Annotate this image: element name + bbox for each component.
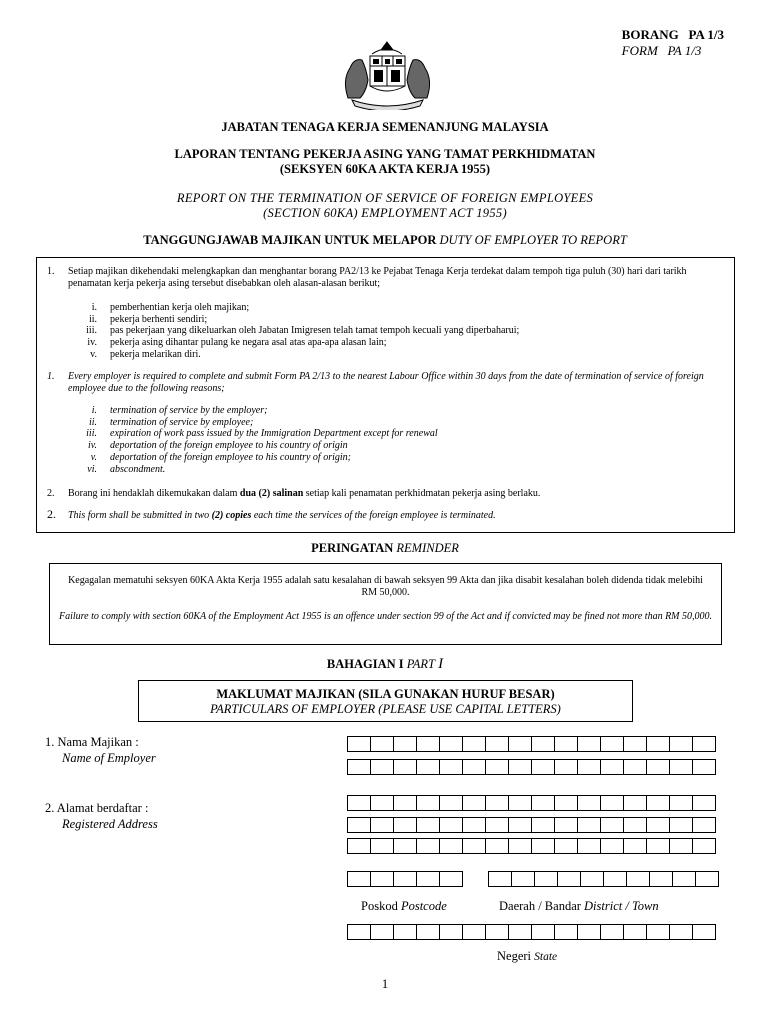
state-cells[interactable] [347,924,716,940]
employer-particulars-en: PARTICULARS OF EMPLOYER (PLEASE USE CAPITAL LETTERS) [210,702,561,716]
duty-heading-en: DUTY OF EMPLOYER TO REPORT [439,233,627,247]
address-row-2[interactable] [347,817,716,833]
instruction-number: 1. [47,371,55,382]
registered-address-label-ms: 2. Alamat berdaftar : [45,801,149,815]
reasons-list-en [47,405,734,475]
state-label: Negeri State [497,949,558,963]
registered-address-label-en: Registered Address [62,817,158,831]
report-title-en-line2: (SECTION 60KA) EMPLOYMENT ACT 1955) [263,206,507,220]
district-label: Daerah / Bandar District / Town [499,899,659,913]
list-item: v. deportation of the foreign employee to his country of origin; [90,451,351,463]
employer-name-label [45,734,156,766]
page-number: 1 [381,977,389,991]
department-title: JABATAN TENAGA KERJA SEMENANJUNG MALAYSIA [221,120,549,134]
duty-heading [0,233,770,248]
reminder-heading-en: REMINDER [396,541,459,555]
postcode-label: Poskod Postcode [361,899,447,913]
reminder-box [49,563,722,645]
list-item: i. termination of service by the employer; [91,405,268,416]
employer-name-row-2[interactable] [347,759,716,775]
reminder-text-en: Failure to comply with section 60KA of the Employment Act 1955 is an offence under section 99 of the Act and if convicted may be fined not more than RM 50,000. [58,611,713,622]
district-cells[interactable] [488,871,719,887]
part-heading-ms: BAHAGIAN I [326,657,404,671]
address-row-1[interactable] [347,795,716,811]
report-title-en-line1: REPORT ON THE TERMINATION OF SERVICE OF FOREIGN EMPLOYEES [176,191,594,205]
registered-address-label [45,800,158,832]
list-item: iv. pekerja asing dihantar pulang ke negara asal atas apa-apa alasan lain; [87,337,387,349]
list-item: iii. pas pekerjaan yang dikeluarkan oleh Jabatan Imigresen telah tamat tempoh kecuali yang diperbaharui; [86,325,520,337]
list-item: iii. expiration of work pass issued by the Immigration Department except for renewal [86,428,438,440]
report-title-ms-line2: (SEKSYEN 60KA AKTA KERJA 1955) [279,162,491,176]
employer-name-label-en: Name of Employer [62,751,156,765]
list-item: i. pemberhentian kerja oleh majikan; [91,302,250,313]
duty-heading-ms: TANGGUNGJAWAB MAJIKAN UNTUK MELAPOR [143,233,437,247]
malaysia-coat-of-arms-icon [330,40,445,110]
address-row-3[interactable] [347,838,716,854]
report-title-en [0,191,770,221]
report-title-ms-line1: LAPORAN TENTANG PEKERJA ASING YANG TAMAT PERKHIDMATAN [174,147,596,161]
list-item: iv. deportation of the foreign employee to his country of origin [88,440,348,452]
part-heading-en: PART [406,657,435,671]
reasons-list-ms [47,302,734,361]
form-code-en: FORM PA 1/3 [621,43,702,58]
part-heading [0,656,770,673]
employer-name-row-1[interactable] [347,736,716,752]
part-heading-number: I [438,656,444,672]
list-item: ii. termination of service by employee; [88,416,254,428]
list-item: ii. pekerja berhenti sendiri; [88,313,208,325]
list-item: vi. abscondment. [87,463,166,475]
postcode-cells[interactable] [347,871,463,887]
employer-particulars-box [138,680,633,722]
report-title-ms [0,147,770,177]
instruction-text: Setiap majikan dikehendaki melengkapkan dan menghantar borang PA2/13 ke Pejabat Tenaga Kerja terdekat dalam tempoh tiga puluh (30) hari dari tarikh penamatan kerja pekerja asing tersebut disebabkan oleh alasan-alasan berikut; [68,266,687,289]
employer-name-label-ms: 1. Nama Majikan : [45,735,139,749]
instruction-text: Every employer is required to complete and submit Form PA 2/13 to the nearest Labour Office within 30 days from the date of termination of service of foreign employee due to the following reasons; [68,371,704,394]
duty-instructions-box: 1. Setiap majikan dikehendaki melengkapkan dan menghantar borang PA2/13 ke Pejabat Tenaga Kerja terdekat dalam tempoh tiga puluh (30) hari dari tarikh penamatan kerja pekerja asing tersebut disebabkan oleh alasan-alasan berikut; i. pemberhentian kerja oleh majikan; ii. pekerja berhenti sendiri; iii. pas pekerjaan yang dikeluarkan oleh Jabatan Imigresen telah tamat tempoh kecuali yang diperbaharui; iv. pekerja asing dihantar pulang ke negara asal atas apa-apa alasan lain; v. pekerja melarikan diri. 1. Every employer is required to complete and submit Form PA 2/13 to the nearest Labour Office within 30 days from the date of termination of service of foreign employee due to the following reasons; i. termination of service by the employer; ii. termination of service by employee; iii. expiration of work pass issued by the Immigration Department except for renewal iv. deportation of the foreign employee to his country of origin v. deportation of the foreign employee to his country of origin; vi. abscondment. 2. Borang ini hendaklah dikemukakan dalam dua (2) salinan setiap kali penamatan perkhidmatan pekerja asing berlaku. 2. This form shall be submitted in two (2) copies each time the services of the foreign employee is terminated. [36,257,735,533]
reminder-text-ms: Kegagalan mematuhi seksyen 60KA Akta Kerja 1955 adalah satu kesalahan di bawah seksyen 99 Akta dan jika disabit kesalahan boleh didenda tidak melebihi RM 50,000. [68,575,703,598]
reminder-heading-ms: PERINGATAN [311,541,394,555]
instruction-number: 1. [47,266,55,277]
reminder-heading [0,541,770,556]
form-code-ms: BORANG PA 1/3 [621,27,724,42]
form-code [622,27,724,59]
list-item: v. pekerja melarikan diri. [90,348,201,360]
employer-particulars-ms: MAKLUMAT MAJIKAN (SILA GUNAKAN HURUF BESAR) [216,687,555,701]
